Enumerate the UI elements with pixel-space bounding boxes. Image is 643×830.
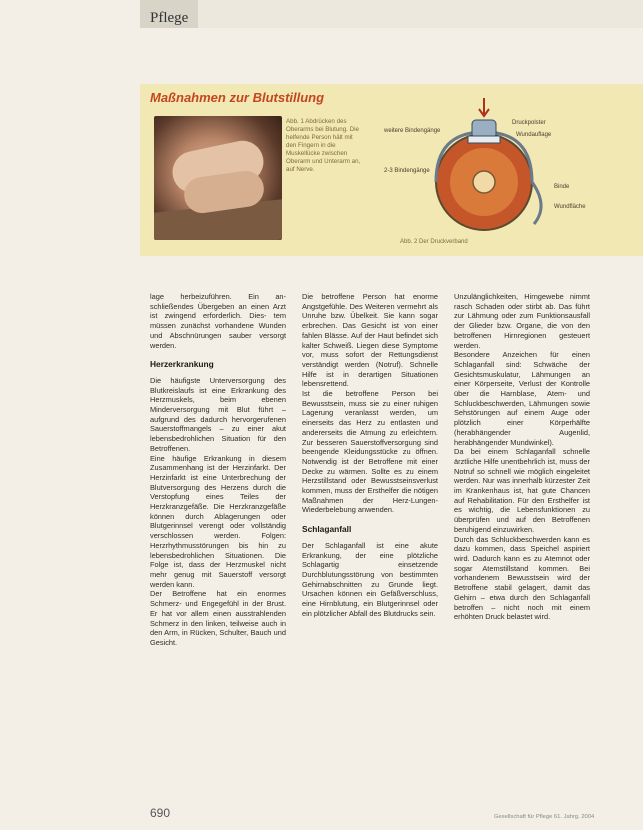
header-bar: [198, 0, 643, 28]
footer-citation: Gesellschaft für Pflege 61. Jahrg. 2004: [494, 814, 595, 820]
wound-pad: [468, 136, 500, 143]
text-column-3: [454, 292, 590, 622]
diagram-caption: Abb. 2 Der Druckverband: [400, 239, 468, 245]
photo-caption: Abb. 1 Abdrücken des Oberarms bei Blutung. Die helfende Person hält mit den Fingern in die Muskellücke zwischen Oberarm und Unterarm an, auf Nerve.: [286, 118, 361, 173]
bandage-illustration: [436, 98, 541, 230]
paragraph: Der Betroffene hat ein enormes Schmerz- und Engegefühl in der Brust. Er hat vor allem einen ausstrahlenden Schmerz in den linken, teilweise auch in den Arm, in Rücken, Schulter, Bauch und Gesicht.: [150, 589, 286, 647]
arrow-down: [479, 98, 489, 116]
paragraph: Ist die betroffene Person bei Bewusstsein, muss sie zu einer ruhigen Lagerung veranlasst werden, um einerseits das Herz zu entlasten und andererseits die Atmung zu erleichtern. Zur besseren Sauerstoffversorgung sind beengende Kleidungsstücke zu öffnen. Notwendig ist der Betroffene mit einer Decke zu wärmen. Sollte es zu einem Herzstillstand oder Bewusstseinsverlust kommen, muss der Ersthelfer die nötigen Maßnahmen der Herz-Lungen-Wiederbelebung anwenden.: [302, 389, 438, 515]
label-pressure-pad: Druckpolster: [512, 120, 546, 126]
section-tab: [140, 0, 198, 28]
paragraph: Die häufigste Unterversorgung des Blutkreislaufs ist eine Erkrankung des Herzmuskels, beim ebenen Minderversorgung mit Blut führt – aufgrund des dadurch hervorgerufenen Sauerstoffmangels – zu einer akut lebensbedrohlichen Situation für den Betroffenen.: [150, 375, 286, 453]
paragraph: Unzulänglichkeiten, Hirngewebe nimmt rasch Schaden oder stirbt ab. Das führt zur Lähmung oder zum Funktionsausfall der Glieder bzw. Organe, die von den betroffenen Hirnregionen gesteuert werden.: [454, 292, 590, 350]
label-wound: Wundfläche: [554, 204, 586, 210]
label-wound-pad: Wundauflage: [516, 132, 552, 138]
pressure-bandage-diagram: [384, 96, 640, 246]
bandage-end: [532, 182, 541, 224]
paragraph: lage herbeizuführen. Ein an- schließendes Übergeben an einen Arzt ist zwingend erforderlich. Dies- tem müssen zunächst vorhandene Wunden und Abschnürungen sauber versorgt werden.: [150, 292, 286, 350]
paragraph: Der Schlaganfall ist eine akute Erkrankung, der eine plötzliche Schlagartig einsetzende Durchblutungsstörung von bestimmten Gehirnabschnitten zu Grunde liegt. Ursachen können ein Gefäßverschluss, eine Hirnblutung, ein Blutgerinnsel oder ein plötzlicher Abfall des Blutdrucks sein.: [302, 540, 438, 618]
banner-title: Maßnahmen zur Blutstillung: [150, 90, 325, 105]
section-heading-stroke: Schlaganfall: [302, 524, 352, 535]
label-more-wraps: weitere Bindengänge: [384, 128, 441, 134]
paragraph: Durch das Schluckbeschwerden kann es dazu kommen, dass Speichel aspiriert wird. Dadurch kann es zu Atemnot oder sogar Atemstillstand kommen. Bei vorhandenem Bewusstsein wird der Betroffene stabil gelagert, damit das Gehirn – etwa durch den Schlaganfall betroffen – nicht noch mit einem erhöhten Druck belastet wird.: [454, 534, 590, 622]
label-bandage: Binde: [554, 184, 570, 190]
text-column-1: [150, 292, 286, 648]
paragraph: Da bei einem Schlaganfall schnelle ärztliche Hilfe unentbehrlich ist, muss der Notruf so schnell wie möglich eingeleitet werden. Nur was innerhalb kürzester Zeit im Krankenhaus ist, hat gute Chancen auf Rehabilitation. Für den Ersthelfer ist es wichtig, die Lebensfunktionen zu überprüfen und auf den Betroffenen beruhigend einzuwirken.: [454, 447, 590, 534]
text-column-2: [302, 292, 438, 619]
paragraph: Eine häufige Erkrankung in diesem Zusammenhang ist der Herzinfarkt. Der Herzinfarkt ist eine Unterbrechung der Blutversorgung des Herzens durch die Verstopfung eines Teiles der Herzkranzgefäße. Die Herzkranzgefäße können durch Ablagerungen oder Blutgerinnsel verengt oder vollständig verschlossen werden. Folgen: Herzrhythmusstörungen bis hin zu lebensbedrohlichen Situationen. Die Folge ist, dass der Herzmuskel nicht mehr genug mit Sauerstoff versorgt werden kann.: [150, 453, 286, 589]
bone: [473, 171, 495, 193]
section-title: Pflege: [150, 10, 189, 26]
label-wraps: 2-3 Bindengänge: [384, 168, 430, 174]
paragraph: Die betroffene Person hat enorme Angstgefühle. Des Weiteren vermehrt als Unruhe bzw. Übelkeit. Sie kann sogar erbrechen. Das Gesicht ist von einer fahlen Blässe. Auf der Haut befindet sich kalter Schweiß. Liegen diese Symptome vor, muss sofort der Rettungsdienst verständigt werden (Notruf). Schnelle Hilfe ist in derartigen Situationen lebensrettend.: [302, 292, 438, 389]
section-heading-heart: Herzerkrankung: [150, 359, 214, 370]
paragraph: Besondere Anzeichen für einen Schlaganfall sind: Schwäche der Gesichtsmuskulatur, Lähmungen an einer Körperseite, Verlust der Kontrolle über die Harnblase, Atem- und Schluckbeschwerden, Lähmungen sowie Sehstörungen auf einem Auge oder plötzlich einer Körperhälfte (herabhängender Augenlid, herabhängender Mundwinkel).: [454, 350, 590, 447]
pressure-pad: [472, 120, 496, 138]
first-aid-photo: [154, 116, 282, 240]
page-number: 690: [150, 806, 171, 820]
